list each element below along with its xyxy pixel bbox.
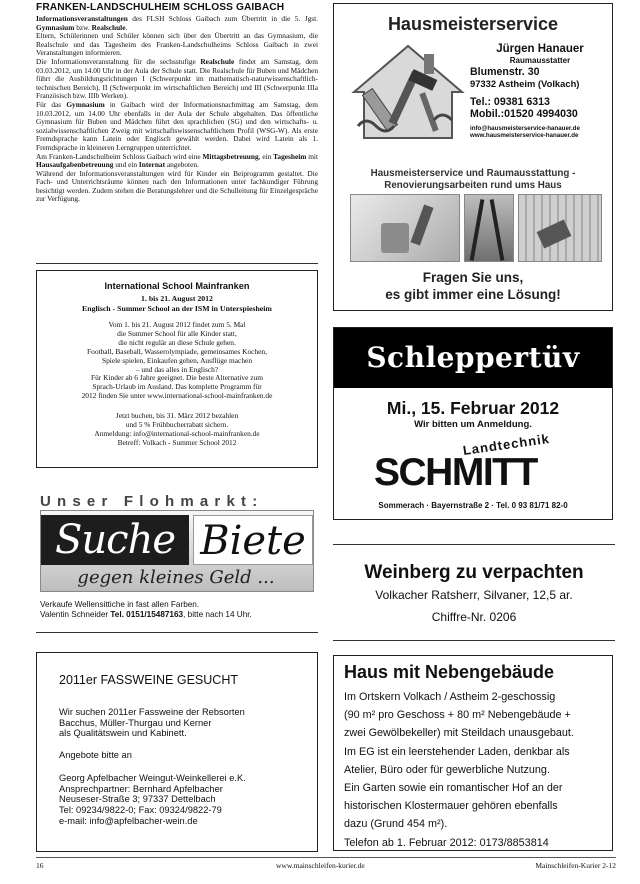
summer-line: Football, Baseball, Wasserolympiade, gemeinsames Kochen, xyxy=(87,346,267,356)
article-paragraph: Während der Informationsveranstaltungen wird für Kinder ein Beiprogramm gestaltet. Die Fach- und Unterrichtsräume können nach den Informationen unter fachkundiger Führung besichtigt werden. Zudem stehen die Beratungslehrer und die Schulleitung für Einzelgespräche zur Verfügung. xyxy=(36,168,318,204)
haus-line: dazu (Grund 454 m²). xyxy=(344,818,448,831)
footer-url: www.mainschleifen-kurier.de xyxy=(276,861,365,870)
weinberg-chiffre: Chiffre-Nr. 0206 xyxy=(431,610,517,624)
schleppertuev-ad xyxy=(333,327,613,520)
haus-line: Im EG ist ein leerstehender Laden, denkbar als xyxy=(344,745,570,758)
haus-line: Im Ortskern Volkach / Astheim 2-geschossig xyxy=(344,691,556,703)
footer-rule xyxy=(36,857,616,858)
footer-magazine: Mainschleifen-Kurier 2-12 xyxy=(535,861,616,870)
schleppertuev-date: Mi., 15. Februar 2012 xyxy=(386,398,560,418)
article-title: FRANKEN-LANDSCHULHEIM SCHLOSS GAIBACH xyxy=(36,2,285,13)
hausmeister-mobil: Mobil.:01520 4994030 xyxy=(470,108,578,121)
flohmarkt-time: , bitte nach 14 Uhr. xyxy=(183,610,252,619)
hausmeister-services xyxy=(334,168,612,192)
slogan-line-1: Fragen Sie uns, xyxy=(422,270,524,285)
haus-line: (90 m² pro Geschoss + 80 m² Nebengebäude + xyxy=(344,709,571,722)
summer-line: Jetzt buchen, bis 31. März 2012 bezahlen xyxy=(115,411,239,420)
divider xyxy=(36,263,318,264)
weinberg-details: Volkacher Ratsherr, Silvaner, 12,5 ar. xyxy=(375,588,573,602)
schmitt-wordmark: SCHMITT xyxy=(374,451,537,494)
summer-line: und 5 % Frühbucherrabatt sichern. xyxy=(125,419,229,429)
landtechnik-wordmark: Landtechnik xyxy=(461,430,551,458)
slogan-line-2: es gibt immer eine Lösung! xyxy=(385,286,561,302)
hausmeister-tel: Tel.: 09381 6313 xyxy=(470,95,550,108)
summer-line: Spiele spielen, Einkaufen gehen, Ausflüge machen xyxy=(101,355,253,365)
house-tools-icon xyxy=(348,40,468,142)
weinberg-title: Weinberg zu verpachten xyxy=(364,562,584,583)
article-gaibach xyxy=(36,2,318,204)
fassweine-offer xyxy=(59,750,314,761)
flohmarkt-title: Unser Flohmarkt: xyxy=(40,493,264,510)
haus-line: historischen Klostermauer gehören ebenfalls xyxy=(344,800,558,813)
article-paragraph: Für das Gymnasium in Gaibach wird der Informationsnachmittag am Samstag, dem 10.03.2012, um 14.00 Uhr ebenfalls in der Aula der Schule abgehalten. Das öffentliche Gymnasium für Buben und Mädchen führt den sprachlichen (SG) und den wirtschafts- u. sozialwissenschaftlichen Zweig mit wirtschaftswissenschaftlichem Profil (WSG-W). Als erste Fremdsprache kann Latein oder Englisch gewählt werden. Dabei wird Latein als 1. Fremdsprache in kleineren Lerngruppen unterrichtet. xyxy=(36,99,318,152)
divider xyxy=(333,640,615,641)
hausmeister-email: info@hausmeisterservice-hanauer.de xyxy=(470,124,580,132)
fassweine-line: Bacchus, Müller-Thurgau und Kerner xyxy=(59,717,212,728)
summer-date: 1. bis 21. August 2012 xyxy=(141,294,213,303)
haus-line: Telefon ab 1. Februar 2012: 0173/8853814 xyxy=(344,836,549,849)
summer-line: Anmeldung: info@international-school-mainfranken.de xyxy=(94,428,260,438)
flohmarkt-contact: Valentin Schneider xyxy=(40,610,111,619)
summer-line: Für Kinder ab 6 Jahre geeignet. Die beste Alternative zum xyxy=(91,373,263,383)
summer-line: Sprach-Urlaub im Ausland. Das komplette Programm für xyxy=(92,382,262,392)
summer-school-ad xyxy=(36,270,318,468)
haus-description xyxy=(344,688,610,852)
tiling-photo xyxy=(518,194,602,262)
fassweine-line: Ansprechpartner: Bernhard Apfelbacher xyxy=(59,783,223,794)
services-line-2: Renovierungsarbeiten rund ums Haus xyxy=(384,180,562,191)
haus-line: Ein Garten sowie ein romantischer Hof an der xyxy=(344,782,563,795)
hausmeister-city: 97332 Astheim (Volkach) xyxy=(470,78,580,90)
hausmeister-title: Hausmeisterservice xyxy=(387,14,559,34)
article-paragraph: Die Informationsveranstaltung für die sechsstufige Realschule findet am Samstag, dem 03.03.2012, um 14.00 Uhr in der Aula der Schule statt. Die Realschule für Buben und Mädchen führt die Ausbildungsrichtungen I (Schwerpunkt im mathematisch-naturwissenschaftlich-technischen Bereich), II (Schwerpunkt im wirtschaftlichen Bereich) und III (Schwerpunkt IIIa Französisch bzw. IIIb Werken). xyxy=(36,56,318,101)
schmitt-address: Sommerach · Bayernstraße 2 · Tel. 0 93 81/71 82-0 xyxy=(378,501,568,510)
summer-subtitle: Englisch - Summer School an der ISM in Unterspiesheim xyxy=(82,304,272,313)
article-paragraph: Am Franken-Landschulheim Schloss Gaibach wird eine Mittagsbetreuung, ein Tagesheim mit Hausaufgabenbetreuung und ein Internat angeboten. xyxy=(36,151,318,170)
summer-line: Betreff: Volkach - Summer School 2012 xyxy=(117,437,237,447)
fassweine-request xyxy=(59,707,314,739)
hausmeister-slogan xyxy=(334,270,612,303)
flohmarkt-phone: Tel. 0151/15487163 xyxy=(110,610,184,619)
hausmeister-street: Blumenstr. 30 xyxy=(470,66,540,78)
article-paragraph: Eltern, Schülerinnen und Schüler können sich über den Übertritt an das Gymnasium, die Realschule und das Tagesheim des Franken-Landschulheims Schloss Gaibach in zwei Veranstaltungen informieren. xyxy=(36,31,318,58)
wall-painting-photo xyxy=(350,194,460,262)
fassweine-line: Neuseser-Straße 3; 97337 Dettelbach xyxy=(59,794,216,805)
fassweine-line: Angebote bitte an xyxy=(59,750,132,760)
gegen-label: gegen kleines Geld ... xyxy=(77,567,275,588)
hausmeister-ad xyxy=(333,3,613,311)
summer-text-2 xyxy=(37,412,317,448)
fassweine-line: Georg Apfelbacher Weingut-Weinkellerei e.K. xyxy=(59,773,246,783)
divider xyxy=(36,632,318,633)
hausmeister-name: Jürgen Hanauer xyxy=(496,43,584,55)
fassweine-line: als Qualitätswein und Kabinett. xyxy=(59,728,187,739)
summer-title: International School Mainfranken xyxy=(104,281,250,291)
schmitt-logo xyxy=(374,430,584,503)
schleppertuev-note: Wir bitten um Anmeldung. xyxy=(414,419,532,430)
summer-line: – und das alles in Englisch? xyxy=(135,364,219,374)
flohmarkt-text xyxy=(40,600,320,620)
fassweine-line: e-mail: info@apfelbacher-wein.de xyxy=(59,815,198,826)
hausmeister-role: Raumausstatter xyxy=(509,56,571,65)
hausmeister-web: www.hausmeisterservice-hanauer.de xyxy=(470,132,579,140)
schleppertuev-title: Schleppertüv xyxy=(334,328,612,388)
summer-text-1 xyxy=(37,321,317,401)
article-paragraph: Informationsveranstaltungen des FLSH Schloss Gaibach zum Übertritt in die 5. Jgst. Gymnasium bzw. Realschule. xyxy=(36,14,318,32)
summer-line: die Summer School für alle Kinder statt, xyxy=(117,328,237,338)
fassweine-line: Tel: 09234/9822-0; Fax: 09324/9822-79 xyxy=(59,805,222,816)
fassweine-ad xyxy=(36,652,318,852)
summer-line: die nicht regulär an diese Schule gehen. xyxy=(118,337,236,347)
summer-line: 2012 finden Sie unter www.international-school-mainfranken.de xyxy=(81,391,273,401)
haus-ad xyxy=(333,655,613,851)
article-body xyxy=(36,15,318,204)
fassweine-heading: 2011er FASSWEINE GESUCHT xyxy=(59,673,238,687)
haus-line: Atelier, Büro oder für gewerbliche Nutzung. xyxy=(344,763,550,776)
haus-title: Haus mit Nebengebäude xyxy=(344,662,555,682)
ladder-photo xyxy=(464,194,514,262)
haus-line: zwei Gewölbekeller) mit Steildach unausgebaut. xyxy=(344,727,574,740)
hausmeister-address xyxy=(470,43,610,140)
fassweine-line: Wir suchen 2011er Fassweine der Rebsorten xyxy=(59,707,245,717)
flohmarkt-banner xyxy=(40,510,314,592)
flohmarkt-line-1: Verkaufe Wellensittiche in fast allen Farben. xyxy=(40,600,200,609)
biete-label: Biete xyxy=(193,515,313,565)
summer-line: Vom 1. bis 21. August 2012 findet zum 5. Mal xyxy=(108,320,246,329)
page-number: 16 xyxy=(36,861,44,870)
fassweine-contact xyxy=(59,773,314,827)
weinberg-ad xyxy=(333,544,615,640)
services-line-1: Hausmeisterservice und Raumausstattung - xyxy=(370,168,576,179)
flohmarkt-line-2 xyxy=(40,610,320,620)
suche-label: Suche xyxy=(41,515,189,565)
